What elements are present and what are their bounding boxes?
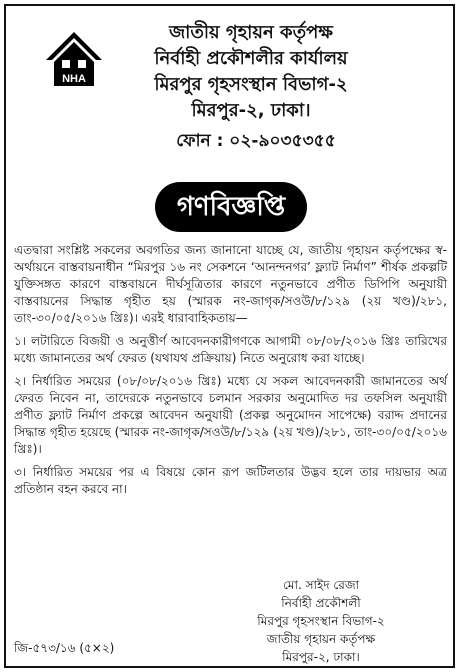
notice-body xyxy=(14,242,447,498)
division-name: মিরপুর গৃহসংস্থান বিভাগ-২ xyxy=(154,74,348,95)
item-1: ১। লটারিতে বিজয়ী ও অনুত্তীর্ণ আবেদনকারীগণকে আগামী ০৮/০৮/২০১৬ খ্রিঃ তারিখের মধ্যে জামানতের অর্থ ফেরত (যথাযথ প্রক্রিয়ায়) নিতে অনুরোধ করা যাচ্ছে। xyxy=(14,334,447,365)
org-name: জাতীয় গৃহায়ন কর্তৃপক্ষ xyxy=(169,22,333,43)
item-3: ৩। নির্ধারিত সময়ের পর এ বিষয়ে কোন রূপ জটিলতার উদ্ভব হলে তার দায়ভার অত্র প্রতিষ্ঠান বহন করবে না। xyxy=(14,465,447,496)
signature-block xyxy=(191,576,451,666)
notice-frame xyxy=(4,4,455,668)
intro-paragraph: এতদ্বারা সংশ্লিষ্ট সকলের অবগতির জন্য জানানো যাচ্ছে যে, জাতীয় গৃহায়ন কর্তৃপক্ষের স্ব-অর্থায়নে বাস্তবায়নাধীন “মিরপুর ১৬ নং সেকশনে ‘আনন্দনগর’ ফ্ল্যাট নির্মাণ” শীর্ষক প্রকল্পটি যুক্তিসঙ্গত কারণে বাস্তবায়নে দীর্ঘসূত্রিতার কারণে নতুনভাবে প্রণীত ডিপিপি অনুযায়ী বাস্তবায়নের সিদ্ধান্ত গৃহীত হয় (স্মারক নং-জাগৃক/সওউ/৮/১২৯ (২য় খণ্ড)/২৮১, তাং-৩০/০৫/২০১৬ খ্রিঃ)। এরই ধারাবাহিকতায়— xyxy=(14,243,447,325)
signatory-designation: নির্বাহী প্রকৌশলী xyxy=(281,596,361,610)
notice-title: গণবিজ্ঞপ্তি xyxy=(155,182,307,232)
phone-number: ফোন : ০২-৯০৩৫৩৫৫ xyxy=(176,131,336,151)
memo-reference: জি-৫৭৩/১৬ (৫×২) xyxy=(14,641,115,655)
location: মিরপুর-২, ঢাকা। xyxy=(191,100,311,121)
signatory-location: মিরপুর-২, ঢাকা। xyxy=(282,650,360,664)
signatory-division: মিরপুর গৃহসংস্থান বিভাগ-২ xyxy=(257,614,385,628)
office-name: নির্বাহী প্রকৌশলীর কার্যালয় xyxy=(154,48,348,69)
signatory-org: জাতীয় গৃহায়ন কর্তৃপক্ষ xyxy=(266,632,376,646)
logo-text: NHA xyxy=(62,73,86,85)
signatory-name: মো. সাইদ রেজা xyxy=(282,578,360,592)
item-2: ২। নির্ধারিত সময়ের (০৮/০৮/২০১৬ খ্রিঃ) মধ্যে যে সকল আবেদনকারী জামানতের অর্থ ফেরত নিবেন না, তাদেরকে নতুনভাবে চলমান সরকার অনুমোদিত দর তফসিল অনুযায়ী প্রণীত ফ্ল্যাট নির্মাণ প্রকল্পে আবেদন অনুযায়ী (প্রকল্প অনুমোদন সাপেক্ষে) বরাদ্দ প্রদানের সিদ্ধান্ত গৃহীত হয়েছে (স্মারক নং-জাগৃক/সওউ/৮/১২৯ (২য় খণ্ড)/২৮১, তাং-৩০/০৫/২০১৬ খ্রিঃ)। xyxy=(14,374,447,456)
